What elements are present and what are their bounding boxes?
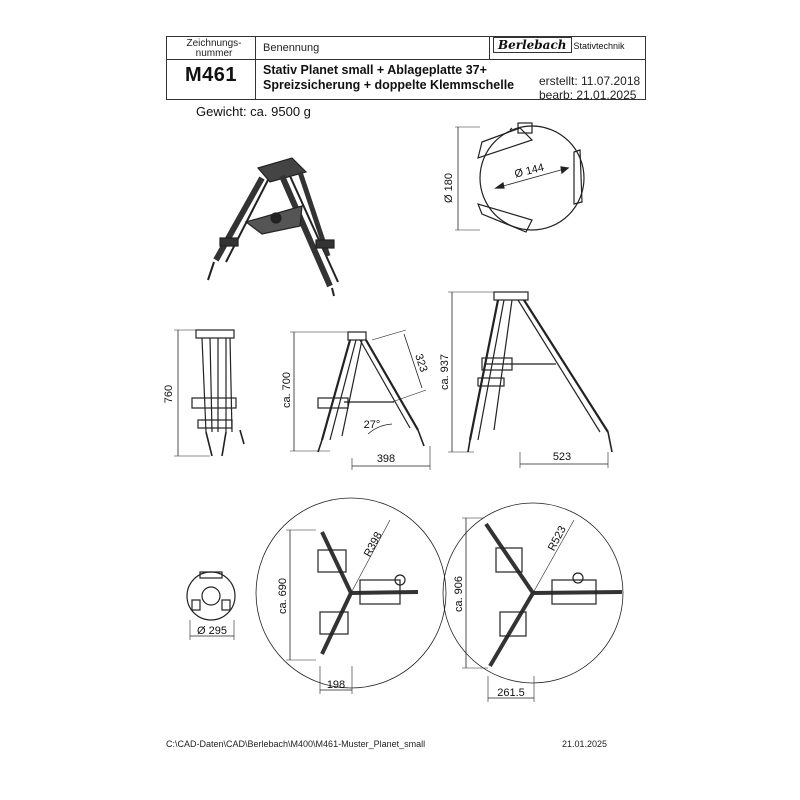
name-label: Benennung	[263, 42, 320, 54]
dim-angle: 27°	[363, 419, 381, 431]
dim-height-large: ca. 937	[439, 353, 451, 391]
file-path: C:\CAD-Daten\CAD\Berlebach\M400\M461-Muster_Planet_small	[166, 739, 426, 749]
drawing-title-line2: Spreizsicherung + doppelte Klemmschelle	[263, 78, 515, 92]
dim-radius-large: R523	[545, 524, 569, 554]
weight-label: Gewicht: ca. 9500 g	[196, 104, 311, 119]
edited-date: bearb: 21.01.2025	[539, 88, 637, 102]
tripod-small-spread-view	[290, 330, 430, 470]
dim-footprint-large-w: 261.5	[497, 687, 525, 699]
dim-height-folded: 760	[163, 384, 175, 404]
tripod-large-spread-view	[448, 292, 612, 468]
tripod-iso-view	[208, 158, 338, 296]
dim-plate-diameter: Ø 180	[443, 173, 455, 203]
dim-folded-diameter: Ø 295	[197, 625, 227, 637]
brand-sub: Stativtechnik	[573, 41, 625, 51]
created-date: erstellt: 11.07.2018	[539, 74, 641, 88]
dim-leg-brace: 323	[412, 352, 430, 374]
dim-footprint-large-h: ca. 906	[453, 575, 465, 613]
dim-radius-small: R398	[361, 530, 385, 560]
brand-name: Berlebach	[493, 37, 572, 53]
footprint-large-view	[443, 503, 623, 702]
drawing-title-line1: Stativ Planet small + Ablageplatte 37+	[263, 63, 487, 77]
dim-footprint-small-h: ca. 690	[277, 577, 289, 615]
dim-height-small: ca. 700	[281, 371, 293, 409]
dim-plate-inner: Ø 144	[513, 161, 546, 181]
drawing-number-label: Zeichnungs- nummer	[186, 38, 242, 59]
tripod-folded-view	[174, 330, 244, 456]
drawing-number: M461	[185, 64, 238, 86]
dim-footprint-small-w: 198	[326, 679, 346, 691]
dim-spread-small: 398	[376, 453, 396, 465]
footer-date: 21.01.2025	[562, 739, 608, 749]
dim-spread-large: 523	[552, 451, 572, 463]
